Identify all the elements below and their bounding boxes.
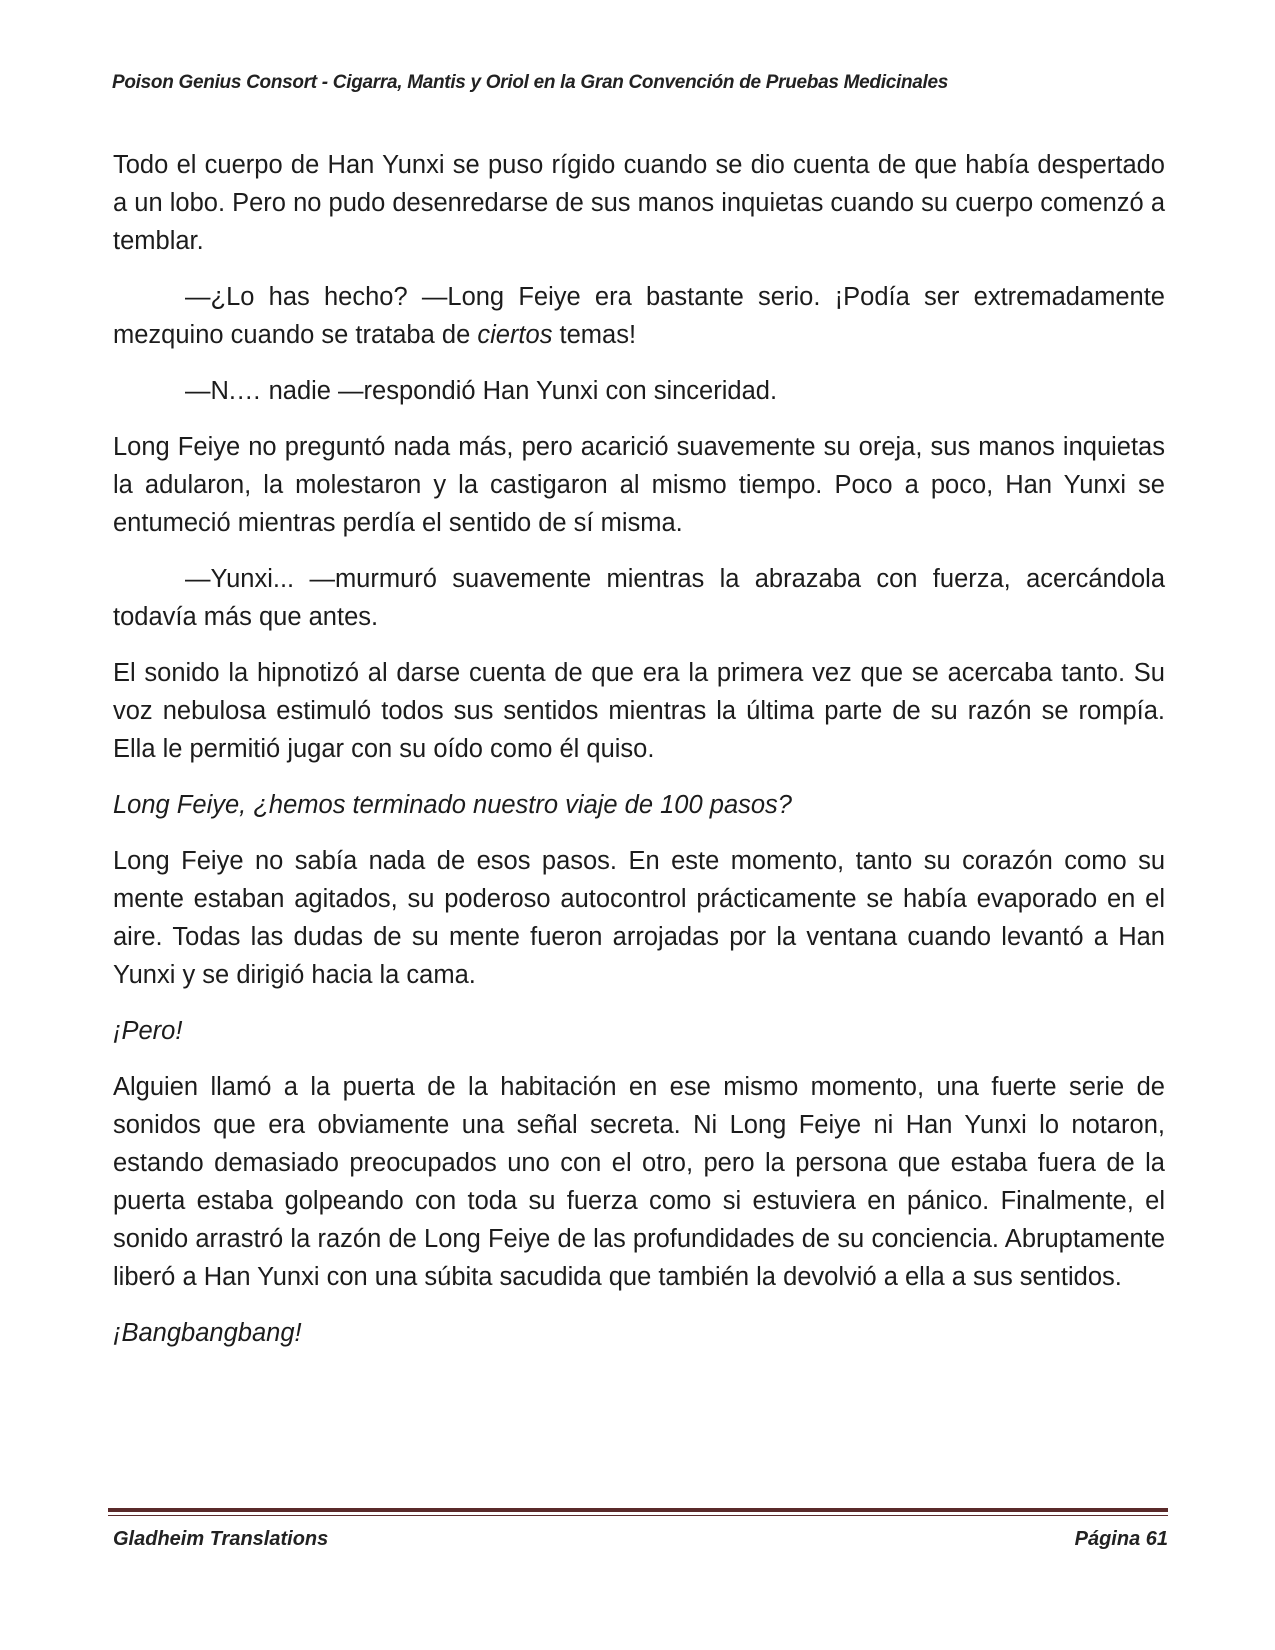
paragraph-4: Long Feiye no preguntó nada más, pero acarició suavemente su oreja, sus manos inquietas la adularon, la molestaron y la castigaron al mismo tiempo. Poco a poco, Han Yunxi se entumeció mientras perdía el sentido de sí misma. xyxy=(113,433,1165,537)
paragraph-2 xyxy=(113,278,1165,354)
paragraph-11-italic: ¡Bangbangbang! xyxy=(113,1319,302,1347)
paragraph-9-italic: ¡Pero! xyxy=(113,1017,183,1045)
paragraph-8: Long Feiye no sabía nada de esos pasos. En este momento, tanto su corazón como su mente estaban agitados, su poderoso autocontrol prácticamente se había evaporado en el aire. Todas las dudas de su mente fueron arrojadas por la ventana cuando levantó a Han Yunxi y se dirigió hacia la cama. xyxy=(113,847,1165,989)
paragraph-2-text-a: —¿Lo has hecho? —Long Feiye era bastante serio. ¡Podía ser extremadamente mezquino cuando se trataba de xyxy=(113,283,1165,349)
paragraph-2-text-b: temas! xyxy=(552,321,637,349)
paragraph-6: El sonido la hipnotizó al darse cuenta de que era la primera vez que se acercaba tanto. Su voz nebulosa estimuló todos sus sentidos mientras la última parte de su razón se rompía. Ella le permitió jugar con su oído como él quiso. xyxy=(113,659,1165,763)
paragraph-5: —Yunxi... —murmuró suavemente mientras la abrazaba con fuerza, acercándola todavía más que antes. xyxy=(113,565,1165,631)
paragraph-1: Todo el cuerpo de Han Yunxi se puso rígido cuando se dio cuenta de que había despertado a un lobo. Pero no pudo desenredarse de sus manos inquietas cuando su cuerpo comenzó a temblar. xyxy=(113,151,1165,255)
paragraph-7-italic: Long Feiye, ¿hemos terminado nuestro viaje de 100 pasos? xyxy=(113,791,792,819)
page-header-title: Poison Genius Consort - Cigarra, Mantis y Oriol en la Gran Convención de Pruebas Medicinales xyxy=(112,72,949,93)
footer-publisher: Gladheim Translations xyxy=(113,1528,329,1550)
footer-divider xyxy=(108,1508,1168,1516)
footer-page-number: Página 61 xyxy=(1074,1528,1168,1550)
paragraph-10: Alguien llamó a la puerta de la habitación en ese mismo momento, una fuerte serie de sonidos que era obviamente una señal secreta. Ni Long Feiye ni Han Yunxi lo notaron, estando demasiado preocupados uno con el otro, pero la persona que estaba fuera de la puerta estaba golpeando con toda su fuerza como si estuviera en pánico. Finalmente, el sonido arrastró la razón de Long Feiye de las profundidades de su conciencia. Abruptamente liberó a Han Yunxi con una súbita sacudida que también la devolvió a ella a sus sentidos. xyxy=(113,1073,1165,1291)
page-body xyxy=(113,146,1165,1370)
paragraph-2-emphasis: ciertos xyxy=(477,321,553,349)
paragraph-3: —N.… nadie —respondió Han Yunxi con sinceridad. xyxy=(185,377,778,405)
